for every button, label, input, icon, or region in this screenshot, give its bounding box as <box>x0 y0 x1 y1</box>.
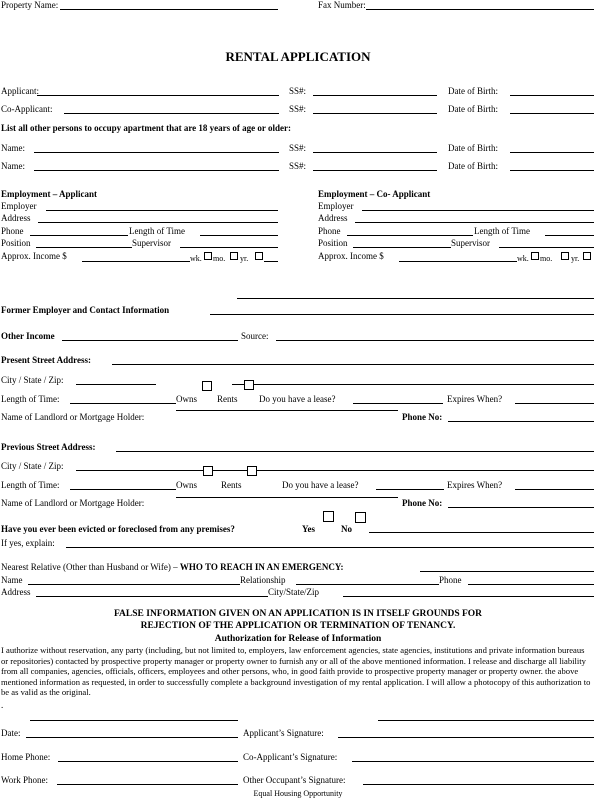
other-occupant-signature-field[interactable] <box>363 784 594 785</box>
emergency-address-field[interactable] <box>36 596 268 597</box>
previous-city-field[interactable] <box>76 470 594 471</box>
applicant-dob-label: Date of Birth: <box>448 86 498 96</box>
present-address-field[interactable] <box>112 364 594 365</box>
emp-a-mo-checkbox[interactable] <box>230 252 238 260</box>
occupant-2-ss-field[interactable] <box>313 170 437 171</box>
co-applicant-label: Co-Applicant: <box>1 104 53 114</box>
date-label: Date: <box>1 728 21 738</box>
emp-a-position-label: Position <box>1 238 31 248</box>
evicted-yes-checkbox[interactable] <box>323 511 334 522</box>
former-employer-field[interactable] <box>210 314 594 315</box>
fax-number-label: Fax Number: <box>318 0 366 10</box>
employment-co-applicant-heading: Employment – Co- Applicant <box>318 189 431 199</box>
emp-a-income-label: Approx. Income $ <box>1 251 67 261</box>
emergency-city-label: City/State/Zip <box>268 587 319 597</box>
previous-owns-checkbox[interactable] <box>203 466 213 476</box>
emp-c-supervisor-field[interactable] <box>499 247 594 248</box>
previous-landlord-label: Name of Landlord or Mortgage Holder: <box>1 498 145 508</box>
emergency-heading-bold: WHO TO REACH IN AN EMERGENCY: <box>179 562 344 572</box>
emp-a-phone-label: Phone <box>1 226 24 236</box>
page-title: RENTAL APPLICATION <box>225 49 371 64</box>
present-owns-checkbox[interactable] <box>202 381 212 391</box>
applicant-field[interactable] <box>37 95 279 96</box>
previous-length-label: Length of Time: <box>1 480 60 490</box>
other-income-label: Other Income <box>1 331 55 341</box>
emp-a-employer-field[interactable] <box>46 210 278 211</box>
evicted-field[interactable] <box>369 532 594 533</box>
emp-c-employer-label: Employer <box>318 201 354 211</box>
evicted-explain-label: If yes, explain: <box>1 538 55 548</box>
home-phone-label: Home Phone: <box>1 752 51 762</box>
occupant-1-name-field[interactable] <box>34 152 279 153</box>
previous-phone-field[interactable] <box>448 507 594 508</box>
applicant-label: Applicant: <box>1 86 39 96</box>
occupant-2-name-field[interactable] <box>34 170 279 171</box>
present-expires-label: Expires When? <box>447 394 503 404</box>
previous-expires-field[interactable] <box>515 489 594 490</box>
applicant-ss-label: SS#: <box>289 86 307 96</box>
present-lease-label: Do you have a lease? <box>259 394 336 404</box>
signature-top-left-line[interactable] <box>30 720 238 721</box>
occupant-2-dob-label: Date of Birth: <box>448 161 498 171</box>
previous-city-label: City / State / Zip: <box>1 461 64 471</box>
present-length-label: Length of Time: <box>1 394 60 404</box>
emp-a-mo-label: mo. <box>213 254 226 263</box>
co-applicant-field[interactable] <box>64 113 279 114</box>
present-owns-label: Owns <box>176 394 198 404</box>
emergency-city-field[interactable] <box>343 596 594 597</box>
emergency-relationship-label: Relationship <box>240 575 286 585</box>
emp-a-supervisor-field[interactable] <box>180 247 278 248</box>
emp-a-wk-label: wk. <box>190 254 202 263</box>
occupant-2-ss-label: SS#: <box>289 161 307 171</box>
emergency-name-field[interactable] <box>28 584 240 585</box>
occupant-1-name-label: Name: <box>1 143 25 153</box>
emp-a-length-field[interactable] <box>200 235 278 236</box>
evicted-no-label: No <box>341 524 352 534</box>
former-employer-label: Former Employer and Contact Information <box>1 305 170 315</box>
present-length-field[interactable] <box>70 403 176 404</box>
occupant-2-dob-field[interactable] <box>510 170 594 171</box>
emp-a-yr-field[interactable] <box>264 261 278 262</box>
applicant-signature-label: Applicant’s Signature: <box>243 728 324 738</box>
emp-a-yr-label: yr. <box>240 254 249 263</box>
employment-applicant-heading: Employment – Applicant <box>1 189 98 199</box>
false-info-line-2: REJECTION OF THE APPLICATION OR TERMINATION OF TENANCY. <box>140 621 456 631</box>
emp-a-supervisor-label: Supervisor <box>132 238 171 248</box>
emergency-address-label: Address <box>1 587 31 597</box>
emp-a-yr-checkbox[interactable] <box>255 252 263 260</box>
emp-c-mo-label: mo. <box>540 254 553 263</box>
previous-owns-label: Owns <box>176 480 198 490</box>
authorization-text: I authorize without reservation, any party (including, but not limited to, employers, law enforcement agencies, state agencies, institutions and private information bureaus or repositories) contacted by prospective property manager or property owner to furnish any or all of the above mentioned information. I release and discharge all liability from all companies, agencies, officials, officers, employees and other persons, who, in good faith provide to prospective property manager or property owner. the above mentioned information as requested, in order to successfully complete a background investigation of my rental application. I will allow a photocopy of this authorization to be as valid as the original. <box>1 645 591 698</box>
co-applicant-signature-field[interactable] <box>352 761 594 762</box>
previous-landlord-field[interactable] <box>176 497 398 498</box>
evicted-explain-field[interactable] <box>66 547 594 548</box>
emp-c-address-label: Address <box>318 213 348 223</box>
work-phone-label: Work Phone: <box>1 775 49 785</box>
present-city-field-2[interactable] <box>232 384 594 385</box>
emergency-phone-label: Phone <box>439 575 462 585</box>
emp-c-phone-field[interactable] <box>347 235 473 236</box>
present-address-heading: Present Street Address: <box>1 355 91 365</box>
previous-rents-checkbox[interactable] <box>247 466 257 476</box>
authorization-dot: . <box>1 700 4 710</box>
former-employer-field-top[interactable] <box>237 298 594 299</box>
emp-c-phone-label: Phone <box>318 226 341 236</box>
occupants-heading: List all other persons to occupy apartment that are 18 years of age or older: <box>1 123 291 133</box>
evicted-no-checkbox[interactable] <box>355 512 366 523</box>
co-applicant-ss-label: SS#: <box>289 104 307 114</box>
occupant-1-dob-label: Date of Birth: <box>448 143 498 153</box>
emergency-heading <box>1 562 344 573</box>
present-rents-checkbox[interactable] <box>244 380 254 390</box>
other-income-source-label: Source: <box>241 331 269 341</box>
previous-rents-label: Rents <box>221 480 242 490</box>
present-city-label: City / State / Zip: <box>1 375 64 385</box>
present-phone-label: Phone No: <box>402 412 443 422</box>
signature-top-right-line[interactable] <box>378 720 594 721</box>
occupant-1-ss-field[interactable] <box>313 152 437 153</box>
emergency-phone-field[interactable] <box>468 584 594 585</box>
other-income-field[interactable] <box>62 340 238 341</box>
co-applicant-dob-label: Date of Birth: <box>448 104 498 114</box>
emp-c-position-field[interactable] <box>353 247 451 248</box>
previous-address-field[interactable] <box>116 451 594 452</box>
emergency-heading-normal: Nearest Relative (Other than Husband or Wife) – <box>1 562 180 572</box>
co-applicant-dob-field[interactable] <box>510 113 594 114</box>
equal-housing-footer: Equal Housing Opportunity <box>253 789 343 798</box>
evicted-yes-label: Yes <box>302 524 315 534</box>
applicant-signature-field[interactable] <box>338 737 594 738</box>
emp-a-income-field[interactable] <box>82 261 190 262</box>
emp-a-phone-field[interactable] <box>30 235 128 236</box>
previous-length-field[interactable] <box>70 489 176 490</box>
applicant-ss-field[interactable] <box>313 95 437 96</box>
emp-c-yr-checkbox[interactable] <box>583 252 591 260</box>
emp-c-address-field[interactable] <box>355 222 594 223</box>
co-applicant-signature-label: Co-Applicant’s Signature: <box>243 752 338 762</box>
home-phone-field[interactable] <box>58 761 238 762</box>
other-income-source-field[interactable] <box>276 340 594 341</box>
previous-lease-label: Do you have a lease? <box>282 480 359 490</box>
emp-a-address-field[interactable] <box>38 222 278 223</box>
present-rents-label: Rents <box>217 394 238 404</box>
present-landlord-field[interactable] <box>176 410 398 411</box>
present-lease-field[interactable] <box>353 403 443 404</box>
emp-a-position-field[interactable] <box>36 247 132 248</box>
work-phone-field[interactable] <box>57 784 238 785</box>
occupant-1-ss-label: SS#: <box>289 143 307 153</box>
emergency-name-label: Name <box>1 575 23 585</box>
emp-c-length-field[interactable] <box>545 235 594 236</box>
emp-a-length-label: Length of Time <box>129 226 186 236</box>
emp-c-length-label: Length of Time <box>474 226 531 236</box>
emp-a-employer-label: Employer <box>1 201 37 211</box>
emp-c-wk-checkbox[interactable] <box>531 252 539 260</box>
emp-c-income-label: Approx. Income $ <box>318 251 384 261</box>
occupant-1-dob-field[interactable] <box>510 152 594 153</box>
previous-phone-label: Phone No: <box>402 498 443 508</box>
authorization-heading: Authorization for Release of Information <box>214 634 382 644</box>
present-phone-field[interactable] <box>448 421 594 422</box>
emp-a-address-label: Address <box>1 213 31 223</box>
present-landlord-label: Name of Landlord or Mortgage Holder: <box>1 412 145 422</box>
previous-lease-field[interactable] <box>376 489 444 490</box>
emp-a-wk-checkbox[interactable] <box>204 252 212 260</box>
evicted-question: Have you ever been evicted or foreclosed from any premises? <box>1 524 235 534</box>
false-info-line-1: FALSE INFORMATION GIVEN ON AN APPLICATION IS IN ITSELF GROUNDS FOR <box>113 609 483 619</box>
emergency-relationship-field[interactable] <box>296 584 439 585</box>
emp-c-yr-label: yr. <box>571 254 580 263</box>
previous-address-heading: Previous Street Address: <box>1 442 96 452</box>
emergency-heading-field[interactable] <box>420 571 594 572</box>
emp-c-wk-label: wk. <box>517 254 529 263</box>
other-occupant-signature-label: Other Occupant’s Signature: <box>243 775 346 785</box>
present-city-field[interactable] <box>76 384 156 385</box>
fax-number-field[interactable] <box>366 9 594 10</box>
present-expires-field[interactable] <box>515 403 594 404</box>
emp-c-supervisor-label: Supervisor <box>451 238 490 248</box>
occupant-2-name-label: Name: <box>1 161 25 171</box>
property-name-label: Property Name: <box>1 0 59 10</box>
date-field[interactable] <box>26 737 238 738</box>
emp-c-mo-checkbox[interactable] <box>561 252 569 260</box>
property-name-field[interactable] <box>60 9 278 10</box>
applicant-dob-field[interactable] <box>510 95 594 96</box>
emp-c-income-field[interactable] <box>399 261 517 262</box>
emp-c-employer-field[interactable] <box>362 210 594 211</box>
co-applicant-ss-field[interactable] <box>313 113 437 114</box>
previous-expires-label: Expires When? <box>447 480 503 490</box>
emp-c-position-label: Position <box>318 238 348 248</box>
